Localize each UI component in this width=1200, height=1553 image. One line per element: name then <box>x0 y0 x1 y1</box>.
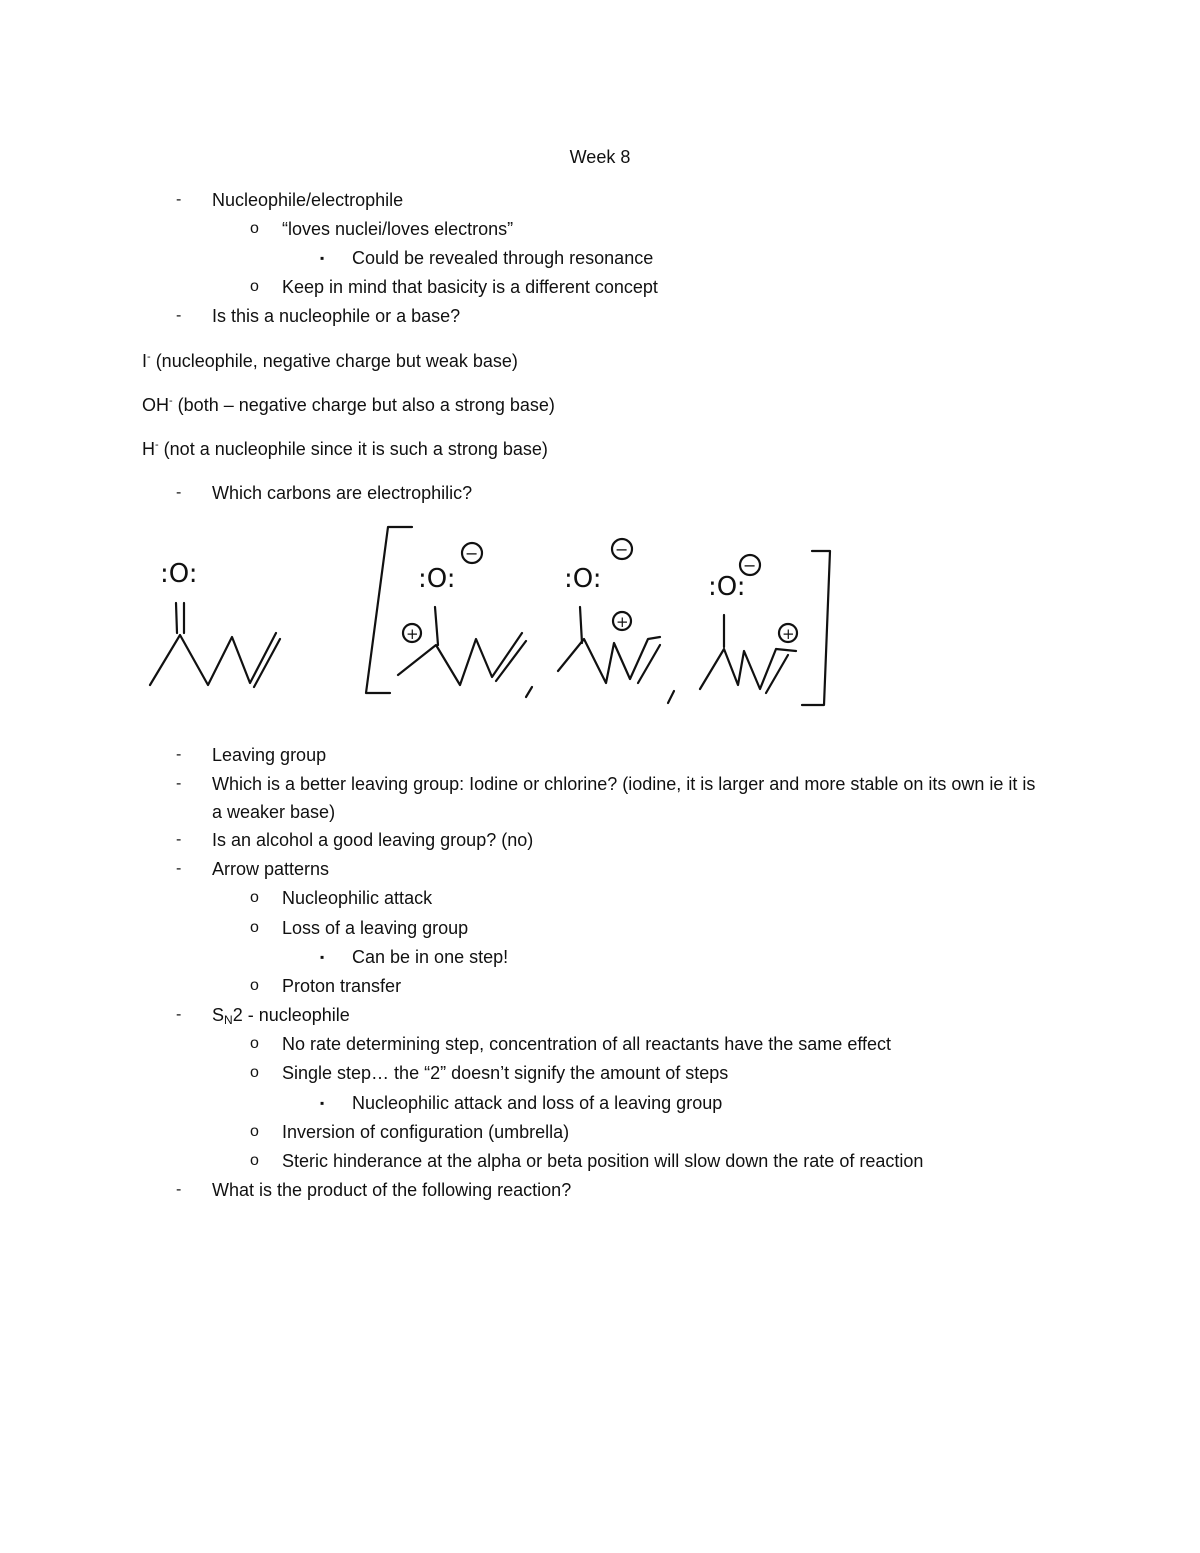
circle-marker: o <box>250 1064 259 1081</box>
bracket-right <box>802 551 830 705</box>
arrow-item: Proton transfer <box>282 976 402 996</box>
ion-hydroxide-line: OH- (both – negative charge but also a strong base) <box>142 395 555 415</box>
dash-marker: - <box>176 191 182 208</box>
molecule-resonance-1 <box>398 543 532 697</box>
loves-nuclei-line: “loves nuclei/loves electrons” <box>282 219 514 239</box>
circle-marker: o <box>250 1152 259 1169</box>
square-marker: ▪ <box>320 1096 325 1110</box>
alcohol-leaving-group-question: Is an alcohol a good leaving group? (no) <box>212 830 534 850</box>
svg-text:+: + <box>406 625 419 643</box>
svg-text::O:: :O: <box>564 564 602 594</box>
better-leaving-group-question: Which is a better leaving group: Iodine or chlorine? (iodine, it is larger and more stable on its own ie it is a weaker base) <box>212 774 1036 822</box>
svg-text::O:: :O: <box>160 559 198 589</box>
one-step-note: Can be in one step! <box>352 947 509 967</box>
dash-marker: - <box>176 1006 182 1023</box>
square-marker: ▪ <box>320 950 325 964</box>
circle-marker: o <box>250 977 259 994</box>
molecule-resonance-3 <box>700 555 797 693</box>
arrow-patterns-heading: Arrow patterns <box>212 859 330 879</box>
circle-marker: o <box>250 220 259 237</box>
dash-marker: - <box>176 860 182 877</box>
sn2-item: Single step… the “2” doesn’t signify the amount of steps <box>282 1063 729 1083</box>
product-question: What is the product of the following reaction? <box>212 1180 572 1200</box>
basicity-line: Keep in mind that basicity is a different concept <box>282 277 658 297</box>
nucleophile-or-base-question: Is this a nucleophile or a base? <box>212 306 461 326</box>
svg-text:+: + <box>616 613 629 631</box>
sn2-item: Steric hinderance at the alpha or beta position will slow down the rate of reaction <box>282 1151 924 1171</box>
sn2-bullet: Nucleophilic attack and loss of a leaving group <box>352 1093 723 1113</box>
heading-nucleophile-electrophile: Nucleophile/electrophile <box>212 190 404 210</box>
circle-marker: o <box>250 1035 259 1052</box>
sn2-item: Inversion of configuration (umbrella) <box>282 1122 570 1142</box>
dash-marker: - <box>176 307 182 324</box>
ion-hydride-line: H- (not a nucleophile since it is such a strong base) <box>142 439 548 459</box>
dash-marker: - <box>176 484 182 501</box>
molecule-resonance-2 <box>558 539 674 703</box>
square-marker: ▪ <box>320 251 325 265</box>
sn2-heading: $S_N2$ - nucleophile <box>212 1005 350 1027</box>
circle-marker: o <box>250 278 259 295</box>
ion-iodide-line: I- (nucleophile, negative charge but weak base) <box>142 351 518 371</box>
svg-text::O:: :O: <box>418 564 456 594</box>
svg-text:−: − <box>465 544 479 563</box>
dash-marker: - <box>176 831 182 848</box>
molecule-neutral <box>150 559 280 687</box>
circle-marker: o <box>250 889 259 906</box>
circle-marker: o <box>250 919 259 936</box>
sn2-item: No rate determining step, concentration of all reactants have the same effect <box>282 1034 892 1054</box>
dash-marker: - <box>176 1181 182 1198</box>
electrophilic-carbons-question: Which carbons are electrophilic? <box>212 483 473 503</box>
dash-marker: - <box>176 746 182 763</box>
svg-text:+: + <box>782 625 795 643</box>
arrow-item: Loss of a leaving group <box>282 918 469 938</box>
svg-text:−: − <box>615 540 629 559</box>
arrow-item: Nucleophilic attack <box>282 888 433 908</box>
resonance-line: Could be revealed through resonance <box>352 248 654 268</box>
resonance-structures-sketch <box>140 515 840 720</box>
leaving-group-heading: Leaving group <box>212 745 327 765</box>
dash-marker: - <box>176 775 182 792</box>
svg-text:−: − <box>743 556 757 575</box>
svg-text::O:: :O: <box>708 572 746 602</box>
page-title: Week 8 <box>569 147 631 167</box>
circle-marker: o <box>250 1123 259 1140</box>
